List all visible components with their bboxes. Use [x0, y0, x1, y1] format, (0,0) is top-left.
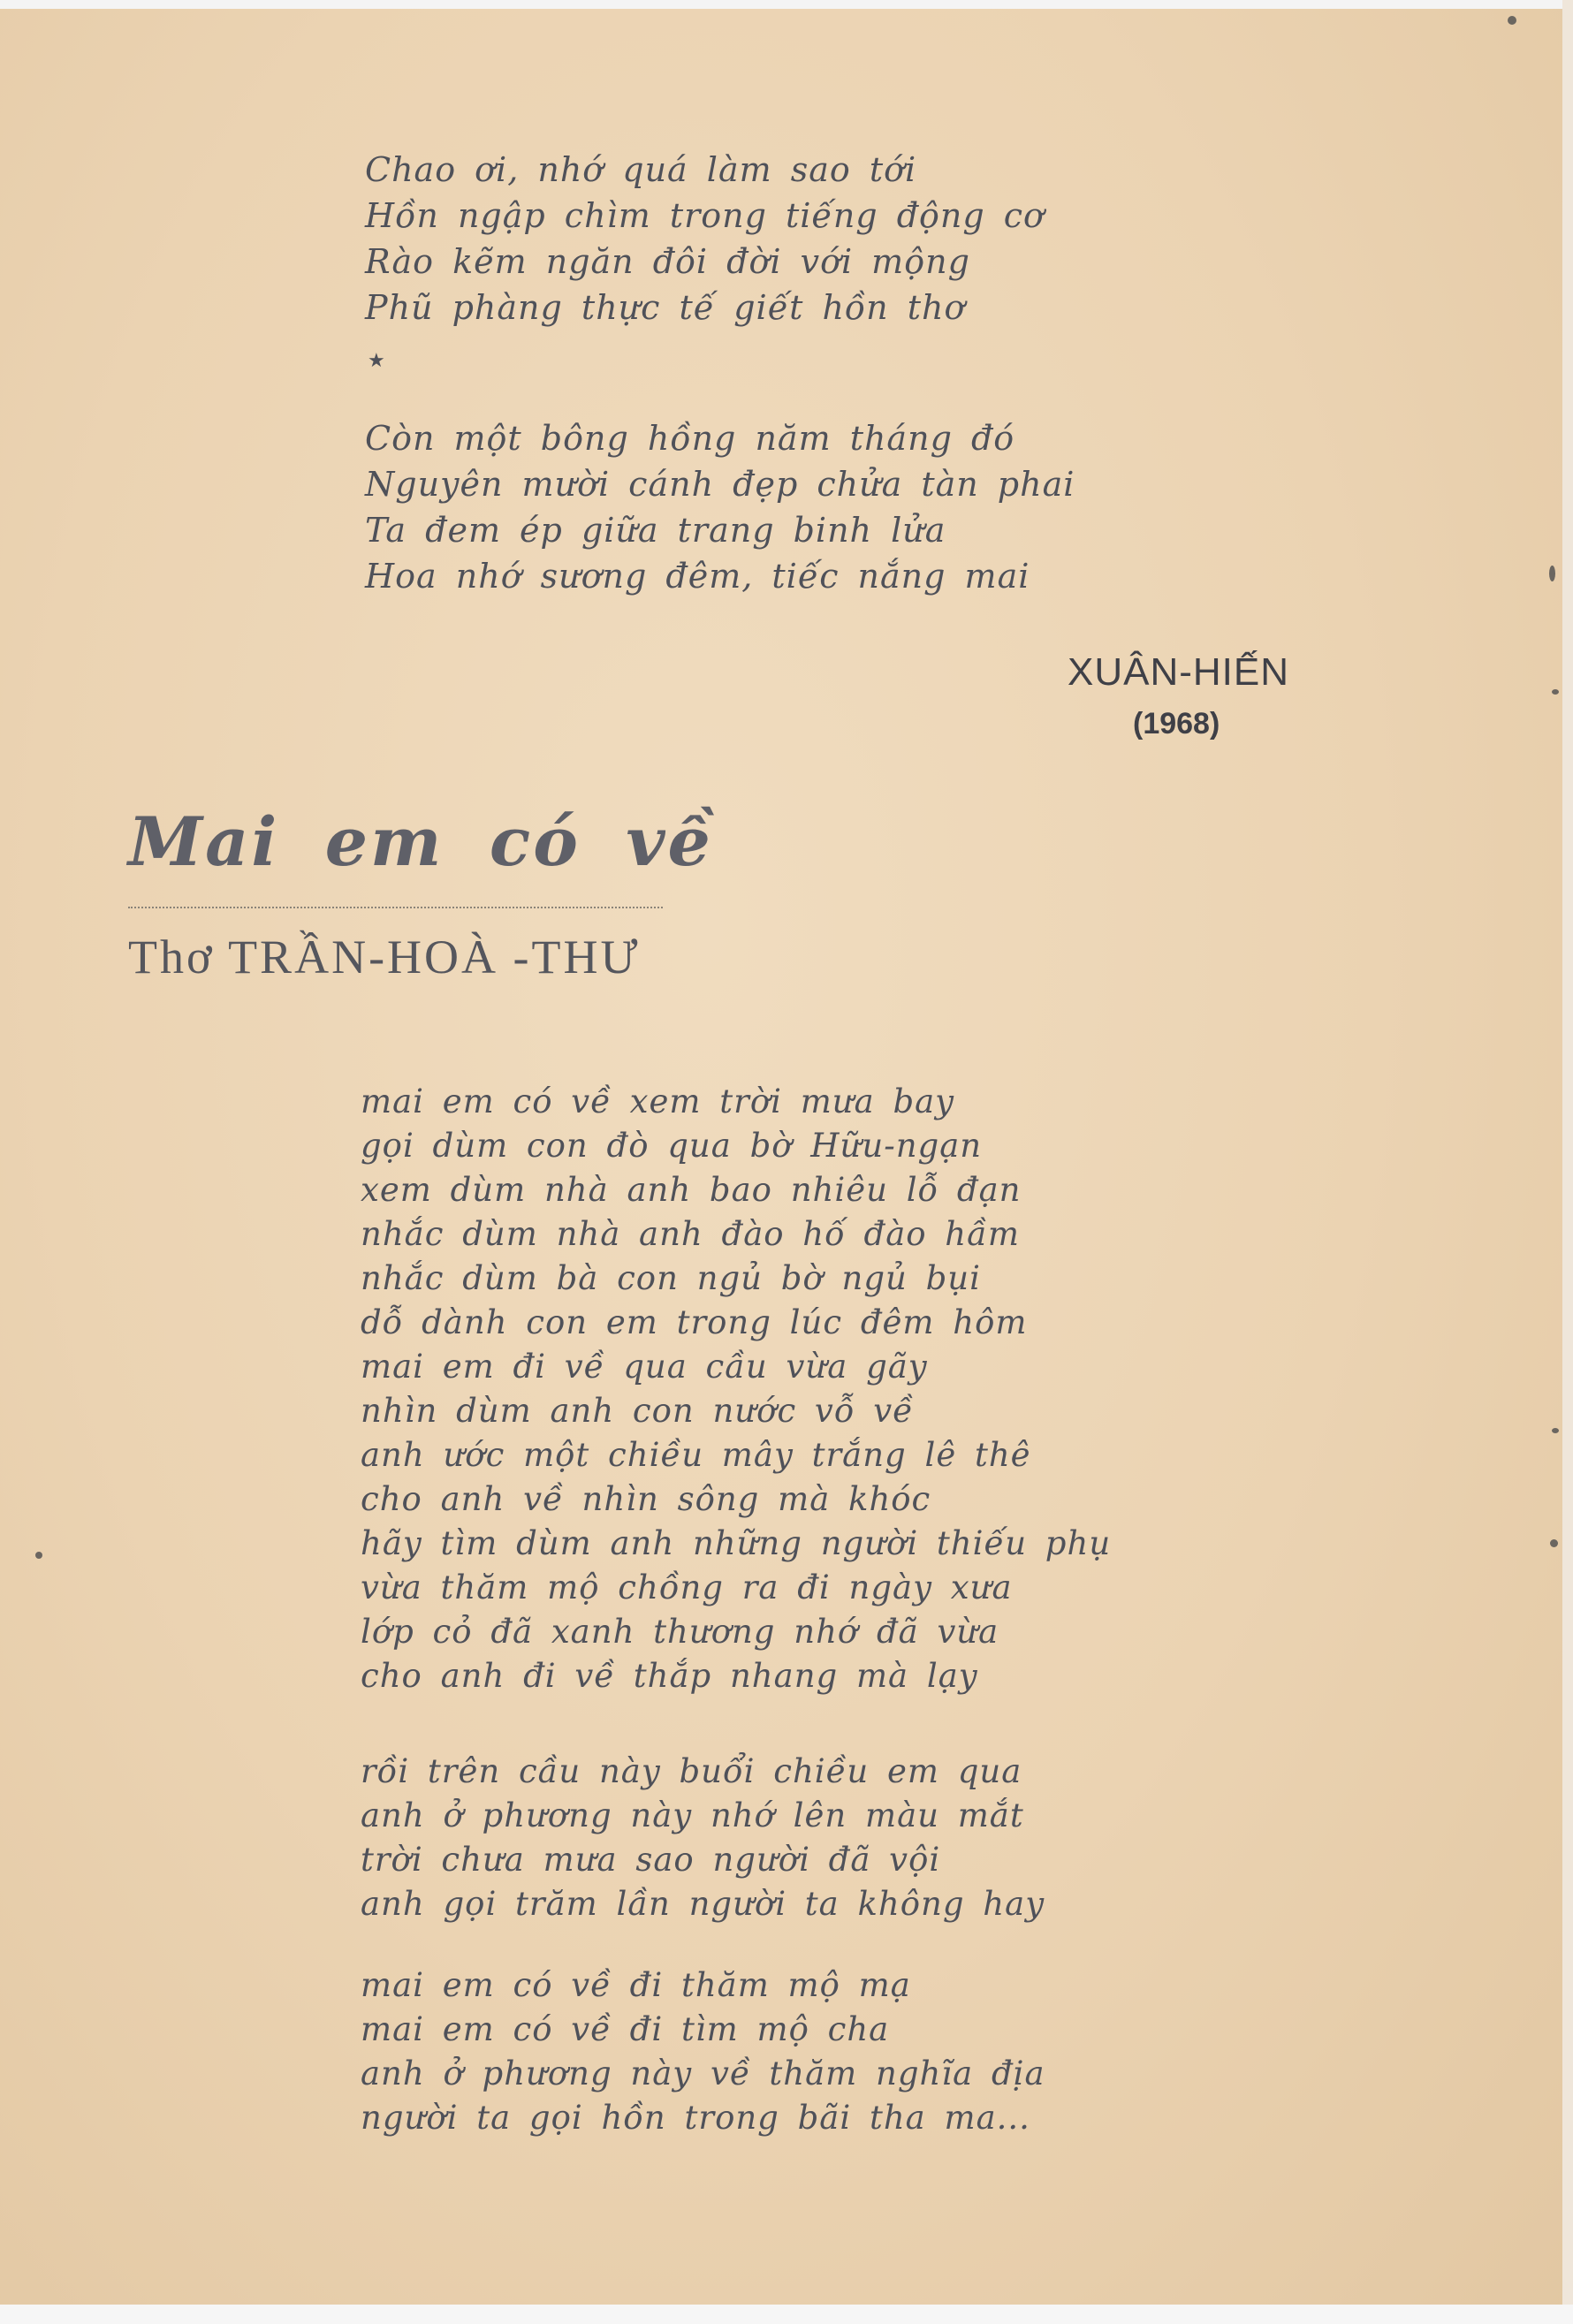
poem-line: nhắc dùm nhà anh đào hố đào hầm	[361, 1215, 1020, 1253]
paper-speck	[35, 1552, 42, 1559]
scan-edge-bottom	[0, 2305, 1573, 2324]
poem-line: Ta đem ép giữa trang binh lửa	[365, 511, 946, 550]
poem-line: mai em có về đi thăm mộ mạ	[361, 1966, 911, 2004]
scan-edge-right	[1562, 0, 1573, 2324]
poem-line: hãy tìm dùm anh những người thiếu phụ	[361, 1524, 1112, 1562]
poem-line: anh ước một chiều mây trắng lê thê	[361, 1436, 1031, 1474]
poem-line: vừa thăm mộ chồng ra đi ngày xưa	[361, 1568, 1013, 1606]
poem-line: trời chưa mưa sao người đã vội	[361, 1841, 941, 1879]
poem-line: lớp cỏ đã xanh thương nhớ đã vừa	[361, 1613, 999, 1651]
poem-line: anh gọi trăm lần người ta không hay	[361, 1885, 1045, 1923]
poem-line: anh ở phương này nhớ lên màu mắt	[361, 1796, 1024, 1834]
poem1-year: (1968)	[1133, 707, 1220, 740]
poem-line: cho anh về nhìn sông mà khóc	[361, 1480, 931, 1518]
poem-line: mai em có về đi tìm mộ cha	[361, 2010, 890, 2048]
poem-line: mai em đi về qua cầu vừa gãy	[361, 1348, 928, 1386]
star-separator: ★	[368, 350, 385, 372]
poem-line: rồi trên cầu này buổi chiều em qua	[361, 1752, 1022, 1790]
paper-speck	[1550, 1539, 1558, 1547]
poem-line: Rào kẽm ngăn đôi đời với mộng	[365, 242, 970, 281]
poem-line: dỗ dành con em trong lúc đêm hôm	[361, 1303, 1028, 1341]
poem-line: Nguyên mười cánh đẹp chửa tàn phai	[365, 465, 1075, 504]
poem-line: Hồn ngập chìm trong tiếng động cơ	[365, 196, 1045, 235]
poem2-title: Mai em có về	[128, 802, 713, 881]
poem-line: Phũ phàng thực tế giết hồn thơ	[365, 288, 966, 327]
poem-line: Hoa nhớ sương đêm, tiếc nắng mai	[365, 557, 1030, 596]
paper-speck	[1552, 689, 1559, 695]
poem2-stanza-b	[361, 1750, 1045, 1926]
poem-line: cho anh đi về thắp nhang mà lạy	[361, 1657, 978, 1695]
poem1-stanza-b	[365, 415, 1075, 599]
poem2-stanza-a	[361, 1080, 1111, 1698]
poem-line: mai em có về xem trời mưa bay	[361, 1082, 955, 1120]
poem-line: người ta gọi hồn trong bãi tha ma...	[361, 2099, 1030, 2137]
scan-edge-top	[0, 0, 1573, 9]
poem-line: nhìn dùm anh con nước vỗ về	[361, 1392, 914, 1430]
poem1-stanza-a	[365, 147, 1045, 330]
poem2-byline: Thơ TRẦN-HOÀ -THƯ	[128, 930, 641, 984]
poem-line: Chao ơi, nhớ quá làm sao tới	[365, 150, 917, 189]
paper-speck	[1508, 16, 1516, 25]
poem-line: nhắc dùm bà con ngủ bờ ngủ bụi	[361, 1259, 981, 1297]
poem-line: gọi dùm con đò qua bờ Hữu-ngạn	[361, 1127, 983, 1165]
paper-speck	[1552, 1428, 1559, 1433]
poem2-stanza-c	[361, 1963, 1045, 2140]
poem1-author: XUÂN-HIẾN	[1068, 650, 1290, 694]
poem-line: xem dùm nhà anh bao nhiêu lỗ đạn	[361, 1171, 1022, 1209]
poem-line: Còn một bông hồng năm tháng đó	[365, 419, 1015, 458]
paper-speck	[1549, 566, 1555, 581]
poem-line: anh ở phương này về thăm nghĩa địa	[361, 2054, 1045, 2092]
title-divider	[128, 907, 663, 908]
